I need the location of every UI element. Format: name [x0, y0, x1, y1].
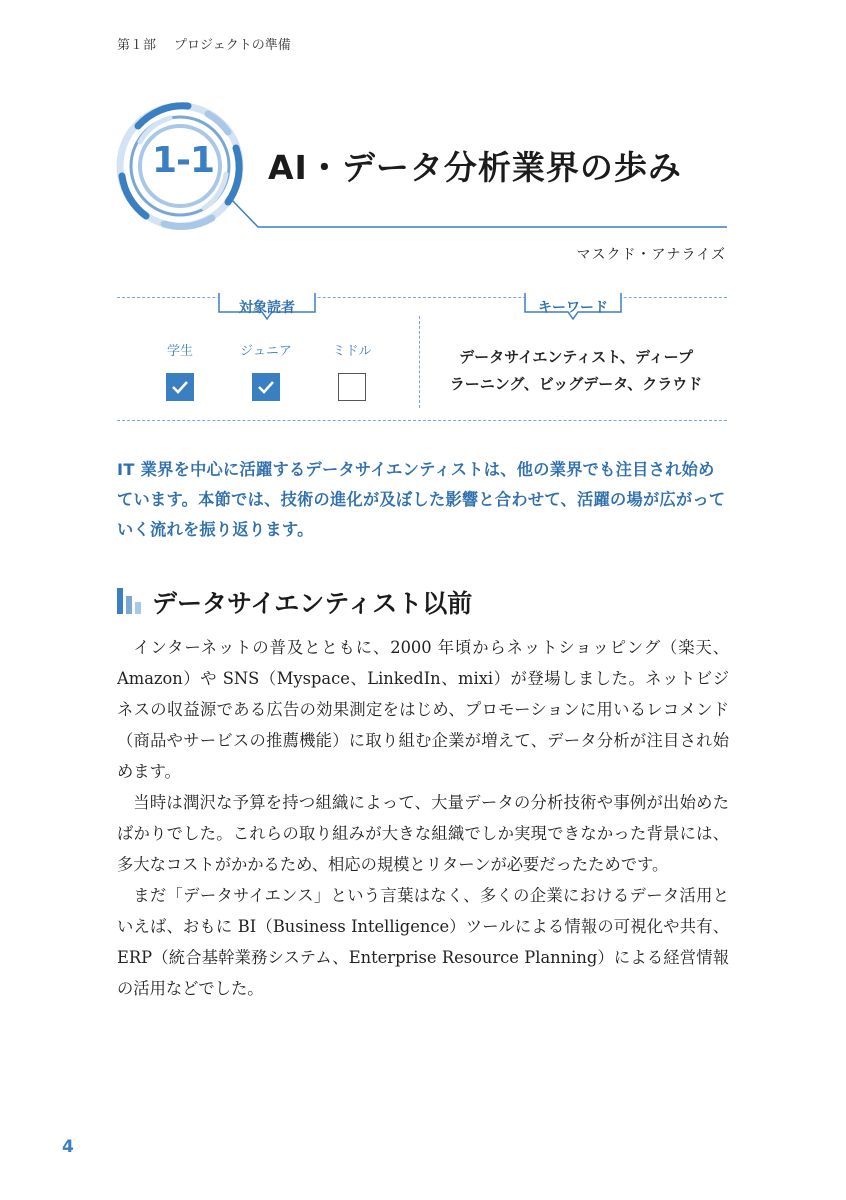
part-title: プロジェクトの準備 — [174, 38, 291, 53]
section-intro: IT 業界を中心に活躍するデータサイエンティストは、他の業界でも注目され始めています。本節では、技術の進化が及ぼした影響と合わせて、活躍の場が広がっていく流れを振り返ります。 — [117, 460, 726, 539]
checkbox-empty-icon — [338, 373, 366, 401]
keyword-line: ラーニング、ビッグデータ、クラウド — [449, 375, 703, 393]
bar-chart-icon — [117, 588, 145, 616]
subsection-title: データサイエンティスト以前 — [152, 589, 473, 618]
reader-junior-label: ジュニア — [240, 344, 292, 359]
section-number: 1-1 — [151, 140, 215, 181]
checkbox-checked-icon — [252, 373, 280, 401]
reader-student — [145, 340, 215, 401]
box-bottom-border — [117, 420, 727, 421]
box-top-border — [117, 297, 727, 298]
section-title: AI・データ分析業界の歩み — [268, 148, 682, 187]
running-head — [117, 34, 291, 53]
reader-label: 対象読者 — [239, 300, 295, 316]
paragraph: インターネットの普及とともに、2000 年頃からネットショッピング（楽天、Amazon）や SNS（Myspace、LinkedIn、mixi）が登場しました。ネットビジネスの収益源である広告の効果測定をはじめ、プロモーションに用いるレコメンド（商品やサービスの推薦機能）に取り組む企業が増えて、データ分析が注目され始めます。 — [117, 638, 729, 781]
paragraph: まだ「データサイエンス」という言葉はなく、多くの企業におけるデータ活用といえば、おもに BI（Business Intelligence）ツールによる情報の可視化や共有、ERP（統合基幹業務システム、Enterprise Resource Planning）による経営情報の活用などでした。 — [117, 886, 729, 998]
part-number: 第１部 — [117, 38, 157, 53]
reader-label-tab — [218, 292, 316, 322]
keyword-list — [436, 344, 716, 398]
checkbox-checked-icon — [166, 373, 194, 401]
author-name: マスクド・アナライズ — [576, 247, 726, 263]
reader-junior — [231, 340, 301, 401]
reader-student-label: 学生 — [166, 344, 193, 359]
reader-middle — [317, 340, 387, 401]
paragraph: 当時は潤沢な予算を持つ組織によって、大量データの分析技術や事例が出始めたばかりでした。これらの取り組みが大きな組織でしか実現できなかった背景には、多大なコストがかかるため、相応の規模とリターンが必要だったためです。 — [117, 793, 729, 874]
reader-middle-label: ミドル — [332, 344, 372, 359]
box-divider — [419, 316, 420, 408]
keyword-line: データサイエンティスト、ディープ — [459, 348, 693, 366]
keyword-label-tab — [524, 292, 622, 322]
page-number: 4 — [62, 1137, 74, 1157]
keyword-label: キーワード — [538, 300, 608, 316]
body-text — [117, 632, 729, 1004]
